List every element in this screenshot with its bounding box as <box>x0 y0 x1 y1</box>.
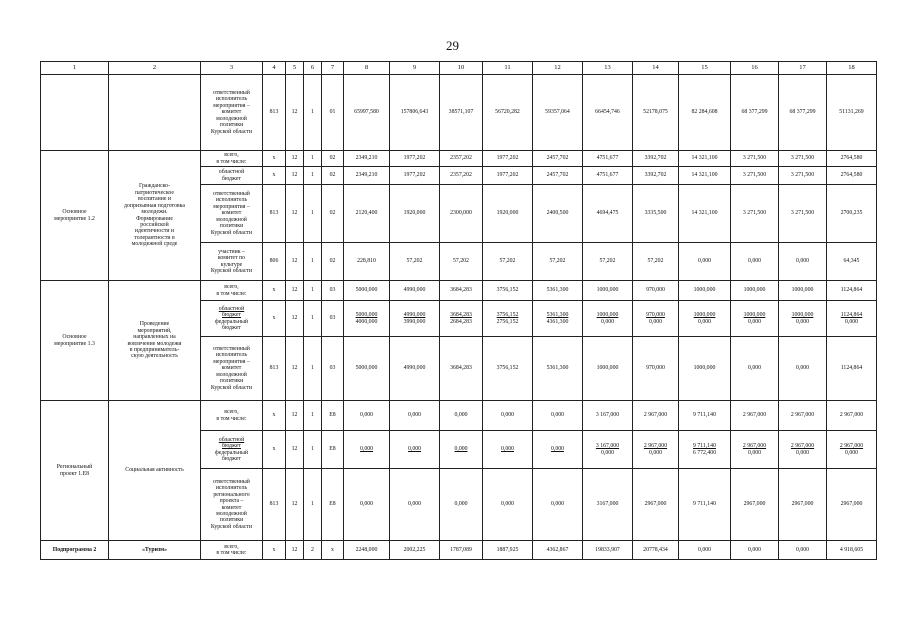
value-cell: 0,000 <box>533 469 583 541</box>
executor-cell: ответственный исполнитель регионального проекта – комитет молодежной политики Курской области <box>201 469 263 541</box>
code-cell: 1 <box>304 431 322 469</box>
activity-desc-cell: Проведение мероприятий, направленных на вовлечение молодежи в предприниматель- скую деятельность <box>109 281 201 401</box>
value-cell: 2400,500 <box>533 185 583 243</box>
activity-desc-cell: Социальная активность <box>109 401 201 541</box>
value-cell <box>390 431 440 469</box>
value-cell: 0,000 <box>344 469 390 541</box>
cell-line-bottom: 0,000 <box>844 449 859 456</box>
value-cell: 68 377,299 <box>779 75 827 151</box>
cell-line-bottom: 3990,000 <box>403 318 426 325</box>
code-cell: 1 <box>304 185 322 243</box>
cell-line-top: 1000,000 <box>596 312 619 319</box>
value-cell: 3 271,500 <box>731 151 779 167</box>
value-cell: 9 711,140 <box>679 401 731 431</box>
value-cell <box>483 431 533 469</box>
code-cell: х <box>263 281 286 301</box>
value-cell: 3392,702 <box>633 167 679 185</box>
executor-cell: ответственный исполнитель мероприятия – комитет молодежной политики Курской области <box>201 185 263 243</box>
empty-cell <box>109 75 201 151</box>
column-header: 9 <box>390 62 440 75</box>
value-cell <box>633 301 679 337</box>
code-cell: 12 <box>286 431 304 469</box>
value-cell: 65997,580 <box>344 75 390 151</box>
cell-line-top: 1000,000 <box>743 312 766 319</box>
activity-name-cell: Региональный проект 1.Е8 <box>41 401 109 541</box>
value-cell: 2349,210 <box>344 167 390 185</box>
column-header: 18 <box>827 62 877 75</box>
code-cell: 12 <box>286 151 304 167</box>
continuation-row <box>41 75 877 151</box>
header-row <box>41 62 877 75</box>
cell-line-top: 0,000 <box>359 446 374 453</box>
value-cell: 2349,210 <box>344 151 390 167</box>
code-cell: 1 <box>304 401 322 431</box>
code-cell: 12 <box>286 541 304 560</box>
column-header: 12 <box>533 62 583 75</box>
value-cell <box>633 431 679 469</box>
value-cell: 3 271,500 <box>779 151 827 167</box>
code-cell: 12 <box>286 301 304 337</box>
value-cell: 2 967,000 <box>731 401 779 431</box>
code-cell: 12 <box>286 75 304 151</box>
code-cell: 02 <box>322 167 344 185</box>
value-cell: 1124,864 <box>827 337 877 401</box>
code-cell: 1 <box>304 337 322 401</box>
value-cell: 0,000 <box>779 541 827 560</box>
code-cell: 1 <box>304 75 322 151</box>
subprogram-row <box>41 541 877 560</box>
value-cell: 4990,000 <box>390 337 440 401</box>
value-cell: 3 271,500 <box>731 167 779 185</box>
value-cell: 38571,107 <box>440 75 483 151</box>
value-cell <box>483 301 533 337</box>
code-cell: 813 <box>263 75 286 151</box>
code-cell: х <box>263 541 286 560</box>
code-cell: 02 <box>322 151 344 167</box>
cell-line-bottom: 0,000 <box>795 449 810 456</box>
value-cell: 3684,283 <box>440 281 483 301</box>
value-cell: 0,000 <box>440 469 483 541</box>
value-cell <box>827 301 877 337</box>
cell-line-bottom: 0,000 <box>697 318 712 325</box>
code-cell: 1 <box>304 301 322 337</box>
value-cell: 3 271,500 <box>779 167 827 185</box>
value-cell: 0,000 <box>679 541 731 560</box>
value-cell <box>344 431 390 469</box>
code-cell: 01 <box>322 75 344 151</box>
code-cell: 12 <box>286 469 304 541</box>
value-cell: 56720,282 <box>483 75 533 151</box>
value-cell: 4362,867 <box>533 541 583 560</box>
value-cell: 5000,000 <box>344 337 390 401</box>
value-cell: 57,202 <box>583 243 633 281</box>
value-cell: 57,202 <box>633 243 679 281</box>
executor-cell <box>201 431 263 469</box>
value-cell: 970,000 <box>633 337 679 401</box>
budget-table <box>40 61 877 560</box>
value-cell: 14 321,100 <box>679 167 731 185</box>
executor-cell: всего, в том числе: <box>201 151 263 167</box>
value-cell: 3756,152 <box>483 281 533 301</box>
value-cell: 0,000 <box>483 469 533 541</box>
table-row <box>41 281 877 301</box>
column-header: 13 <box>583 62 633 75</box>
value-cell: 1977,202 <box>483 167 533 185</box>
cell-line-bottom: 2756,152 <box>496 318 519 325</box>
value-cell: 1000,000 <box>679 281 731 301</box>
value-cell: 19833,907 <box>583 541 633 560</box>
page-number: 29 <box>446 38 459 53</box>
value-cell: 3392,702 <box>633 151 679 167</box>
code-cell: х <box>263 401 286 431</box>
value-cell: 9 711,140 <box>679 469 731 541</box>
value-cell: 2967,000 <box>731 469 779 541</box>
value-cell: 1000,000 <box>583 281 633 301</box>
code-cell: х <box>263 431 286 469</box>
cell-line-top: 1000,000 <box>791 312 814 319</box>
value-cell: 4990,000 <box>390 281 440 301</box>
column-header: 5 <box>286 62 304 75</box>
cell-line-top: 3756,152 <box>496 312 519 319</box>
value-cell: 2 967,000 <box>633 401 679 431</box>
value-cell: 57,202 <box>483 243 533 281</box>
code-cell: 12 <box>286 401 304 431</box>
activity-desc-cell: Гражданско- патриотическое воспитание и допризывная подготовка молодежи. Формирование российской идентичности и толерантности в молодежной среде <box>109 151 201 281</box>
value-cell: 2457,702 <box>533 151 583 167</box>
value-cell <box>390 301 440 337</box>
value-cell: 3 167,000 <box>583 401 633 431</box>
value-cell <box>440 431 483 469</box>
code-cell: 1 <box>304 281 322 301</box>
value-cell: 4694,475 <box>583 185 633 243</box>
column-header: 2 <box>109 62 201 75</box>
cell-line-top: 0,000 <box>407 446 422 453</box>
executor-cell: всего, в том числе: <box>201 401 263 431</box>
value-cell: 0,000 <box>533 401 583 431</box>
value-cell: 3 271,500 <box>779 185 827 243</box>
value-cell: 0,000 <box>779 337 827 401</box>
activity-name-cell: Основное мероприятие 1.3 <box>41 281 109 401</box>
column-header: 14 <box>633 62 679 75</box>
cell-line-top: 3 167,000 <box>595 443 620 450</box>
code-cell: х <box>263 301 286 337</box>
column-header: 11 <box>483 62 533 75</box>
value-cell <box>583 431 633 469</box>
value-cell <box>779 301 827 337</box>
cell-line-bottom: федеральный бюджет <box>215 318 248 331</box>
cell-line-top: 5361,300 <box>546 312 569 319</box>
column-header: 3 <box>201 62 263 75</box>
cell-line-top: 0,000 <box>550 446 565 453</box>
code-cell: х <box>322 541 344 560</box>
cell-line-top: областной бюджет <box>218 436 245 450</box>
value-cell: 2764,580 <box>827 167 877 185</box>
value-cell: 1787,089 <box>440 541 483 560</box>
table-body <box>41 62 877 560</box>
code-cell: Е8 <box>322 401 344 431</box>
code-cell: 813 <box>263 469 286 541</box>
column-header: 17 <box>779 62 827 75</box>
value-cell: 0,000 <box>390 469 440 541</box>
executor-cell: ответственный исполнитель мероприятия – комитет молодежной политики Курской области <box>201 75 263 151</box>
code-cell: 1 <box>304 167 322 185</box>
value-cell: 1920,000 <box>483 185 533 243</box>
value-cell: 59357,064 <box>533 75 583 151</box>
value-cell: 5000,000 <box>344 281 390 301</box>
value-cell: 2967,000 <box>779 469 827 541</box>
value-cell: 2248,000 <box>344 541 390 560</box>
cell-line-top: 2 967,000 <box>643 443 668 450</box>
value-cell: 57,202 <box>533 243 583 281</box>
executor-cell: участник – комитет по культуре Курской области <box>201 243 263 281</box>
column-header: 1 <box>41 62 109 75</box>
cell-line-bottom: 0,000 <box>600 318 615 325</box>
value-cell <box>533 301 583 337</box>
value-cell: 57,202 <box>390 243 440 281</box>
value-cell: 2764,580 <box>827 151 877 167</box>
cell-line-bottom: 4000,000 <box>355 318 378 325</box>
code-cell: 813 <box>263 185 286 243</box>
value-cell: 2967,000 <box>827 469 877 541</box>
code-cell: 1 <box>304 243 322 281</box>
value-cell: 14 321,100 <box>679 185 731 243</box>
code-cell: 2 <box>304 541 322 560</box>
executor-cell: областной бюджет <box>201 167 263 185</box>
value-cell: 57,202 <box>440 243 483 281</box>
activity-name-cell: Основное мероприятие 1.2 <box>41 151 109 281</box>
cell-line-top: 3684,283 <box>450 312 472 319</box>
column-header: 10 <box>440 62 483 75</box>
value-cell: 228,810 <box>344 243 390 281</box>
code-cell: 02 <box>322 185 344 243</box>
cell-line-bottom: 0,000 <box>795 318 810 325</box>
value-cell <box>679 301 731 337</box>
value-cell: 2 967,000 <box>827 401 877 431</box>
column-header: 15 <box>679 62 731 75</box>
cell-line-bottom: 0,000 <box>648 449 663 456</box>
code-cell: 12 <box>286 281 304 301</box>
cell-line-top: 0,000 <box>454 446 468 453</box>
executor-cell: всего, в том числе: <box>201 541 263 560</box>
value-cell: 2120,400 <box>344 185 390 243</box>
cell-line-top: 4990,000 <box>403 312 426 319</box>
executor-cell <box>201 301 263 337</box>
value-cell: 5361,300 <box>533 337 583 401</box>
code-cell: 03 <box>322 281 344 301</box>
subprogram-desc-cell: «Туризм» <box>109 541 201 560</box>
code-cell: 1 <box>304 151 322 167</box>
value-cell: 3684,283 <box>440 337 483 401</box>
cell-line-bottom: 0,000 <box>747 449 762 456</box>
value-cell <box>827 431 877 469</box>
column-header: 7 <box>322 62 344 75</box>
value-cell: 4751,677 <box>583 167 633 185</box>
cell-line-bottom: 2684,283 <box>450 318 472 325</box>
value-cell: 0,000 <box>344 401 390 431</box>
cell-line-top: 2 967,000 <box>790 443 815 450</box>
value-cell: 0,000 <box>390 401 440 431</box>
value-cell: 1124,864 <box>827 281 877 301</box>
value-cell <box>440 301 483 337</box>
value-cell: 0,000 <box>731 243 779 281</box>
column-header: 8 <box>344 62 390 75</box>
value-cell: 0,000 <box>731 541 779 560</box>
cell-line-top: 2 967,000 <box>742 443 767 450</box>
value-cell: 2967,000 <box>633 469 679 541</box>
value-cell <box>731 301 779 337</box>
value-cell: 51131,269 <box>827 75 877 151</box>
value-cell: 1000,000 <box>583 337 633 401</box>
value-cell: 68 377,299 <box>731 75 779 151</box>
code-cell: 813 <box>263 337 286 401</box>
value-cell: 2457,702 <box>533 167 583 185</box>
code-cell: х <box>263 151 286 167</box>
cell-line-bottom: 0,000 <box>747 318 762 325</box>
value-cell: 1977,202 <box>390 151 440 167</box>
value-cell: 2700,235 <box>827 185 877 243</box>
value-cell: 1977,202 <box>390 167 440 185</box>
executor-cell: ответственный исполнитель мероприятия – комитет молодежной политики Курской области <box>201 337 263 401</box>
value-cell: 52178,075 <box>633 75 679 151</box>
cell-line-top: 970,000 <box>646 312 665 319</box>
code-cell: Е8 <box>322 431 344 469</box>
value-cell: 1000,000 <box>779 281 827 301</box>
code-cell: х <box>263 167 286 185</box>
cell-line-bottom: 0,000 <box>844 318 859 325</box>
cell-line-top: областной бюджет <box>218 305 245 319</box>
value-cell: 82 284,608 <box>679 75 731 151</box>
table-row <box>41 401 877 431</box>
value-cell: 4 918,605 <box>827 541 877 560</box>
value-cell <box>583 301 633 337</box>
value-cell: 1920,000 <box>390 185 440 243</box>
value-cell <box>779 431 827 469</box>
code-cell: 03 <box>322 301 344 337</box>
value-cell: 0,000 <box>731 337 779 401</box>
value-cell: 5361,300 <box>533 281 583 301</box>
value-cell <box>533 431 583 469</box>
cell-line-bottom: 0,000 <box>648 318 663 325</box>
value-cell: 1000,000 <box>679 337 731 401</box>
value-cell: 4751,677 <box>583 151 633 167</box>
value-cell: 3167,000 <box>583 469 633 541</box>
cell-line-bottom: федеральный бюджет <box>215 449 248 462</box>
cell-line-bottom: 0,000 <box>600 449 615 456</box>
value-cell: 14 321,100 <box>679 151 731 167</box>
cell-line-top: 0,000 <box>500 446 515 453</box>
value-cell: 2 967,000 <box>779 401 827 431</box>
value-cell: 3756,152 <box>483 337 533 401</box>
value-cell: 0,000 <box>440 401 483 431</box>
value-cell <box>679 431 731 469</box>
cell-line-bottom: 6 772,400 <box>692 449 717 456</box>
code-cell: Е8 <box>322 469 344 541</box>
table-row <box>41 151 877 167</box>
value-cell: 20778,434 <box>633 541 679 560</box>
code-cell: 12 <box>286 243 304 281</box>
value-cell: 0,000 <box>679 243 731 281</box>
empty-cell <box>41 75 109 151</box>
executor-cell: всего, в том числе: <box>201 281 263 301</box>
value-cell <box>731 431 779 469</box>
code-cell: 12 <box>286 337 304 401</box>
cell-line-top: 9 711,140 <box>693 443 716 450</box>
value-cell: 1887,925 <box>483 541 533 560</box>
cell-line-top: 1124,864 <box>840 312 863 319</box>
code-cell: 12 <box>286 167 304 185</box>
value-cell: 1000,000 <box>731 281 779 301</box>
code-cell: 806 <box>263 243 286 281</box>
value-cell: 64,345 <box>827 243 877 281</box>
code-cell: 1 <box>304 469 322 541</box>
value-cell: 2002,225 <box>390 541 440 560</box>
value-cell: 2357,202 <box>440 151 483 167</box>
value-cell: 66454,746 <box>583 75 633 151</box>
cell-line-top: 2 967,000 <box>839 443 864 450</box>
value-cell: 157806,643 <box>390 75 440 151</box>
column-header: 16 <box>731 62 779 75</box>
subprogram-name-cell: Подпрограмма 2 <box>41 541 109 560</box>
code-cell: 03 <box>322 337 344 401</box>
cell-line-top: 1000,000 <box>693 312 716 319</box>
value-cell: 3335,500 <box>633 185 679 243</box>
value-cell: 1977,202 <box>483 151 533 167</box>
value-cell: 3 271,500 <box>731 185 779 243</box>
value-cell: 0,000 <box>483 401 533 431</box>
cell-line-bottom: 4361,300 <box>546 318 569 325</box>
column-header: 6 <box>304 62 322 75</box>
value-cell: 2300,000 <box>440 185 483 243</box>
column-header: 4 <box>263 62 286 75</box>
value-cell: 2357,202 <box>440 167 483 185</box>
cell-line-top: 5000,000 <box>355 312 378 319</box>
code-cell: 12 <box>286 185 304 243</box>
value-cell: 0,000 <box>779 243 827 281</box>
code-cell: 02 <box>322 243 344 281</box>
value-cell: 970,000 <box>633 281 679 301</box>
value-cell <box>344 301 390 337</box>
